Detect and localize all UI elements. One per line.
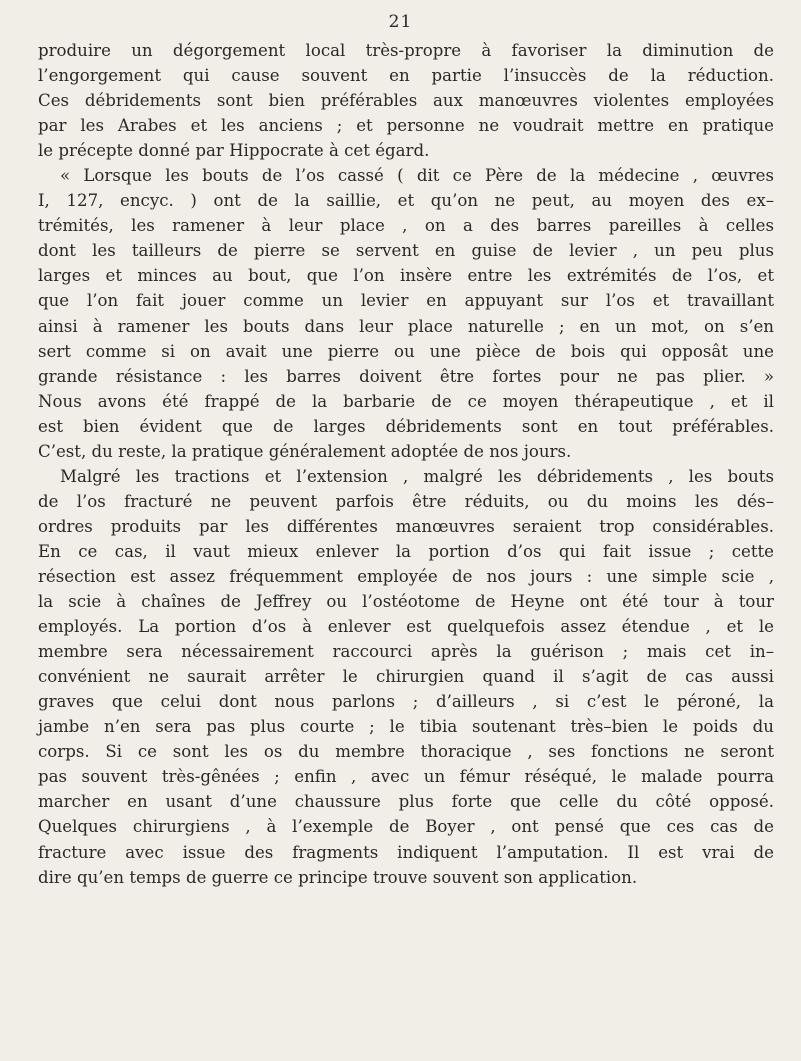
text-line: par les Arabes et les anciens ; et personne ne voudrait mettre en pratique — [38, 116, 774, 136]
text-line: dont les tailleurs de pierre se servent en guise de levier , un peu plus — [38, 241, 774, 261]
text-line: membre sera nécessairement raccourci après la guérison ; mais cet in– — [38, 642, 774, 662]
text-line: C’est, du reste, la pratique généralement adoptée de nos jours. — [38, 441, 572, 461]
text-line: corps. Si ce sont les os du membre thoracique , ses fonctions ne seront — [38, 742, 774, 762]
text-line: que l’on fait jouer comme un levier en appuyant sur l’os et travaillant — [38, 291, 774, 311]
text-line: fracture avec issue des fragments indiquent l’amputation. Il est vrai de — [38, 842, 774, 862]
text-line: sert comme si on avait une pierre ou une pièce de bois qui opposât une — [38, 341, 774, 361]
text-line: jambe n’en sera pas plus courte ; le tibia soutenant très–bien le poids du — [38, 717, 774, 737]
text-line: larges et minces au bout, que l’on insère entre les extrémités de l’os, et — [38, 266, 774, 286]
page-number: 21 — [388, 12, 413, 32]
text-line: convénient ne saurait arrêter le chirurgien quand il s’agit de cas aussi — [38, 667, 774, 687]
text-line: dire qu’en temps de guerre ce principe trouve souvent son application. — [38, 867, 638, 887]
text-line: Quelques chirurgiens , à l’exemple de Boyer , ont pensé que ces cas de — [38, 817, 774, 837]
text-line: marcher en usant d’une chaussure plus forte que celle du côté opposé. — [38, 792, 774, 812]
text-line: produire un dégorgement local très-propre à favoriser la diminution de — [38, 41, 774, 60]
text-line: trémités, les ramener à leur place , on a des barres pareilles à celles — [38, 216, 774, 236]
text-line: En ce cas, il vaut mieux enlever la portion d’os qui fait issue ; cette — [38, 541, 774, 561]
text-line: « Lorsque les bouts de l’os cassé ( dit ce Père de la médecine , œuvres — [60, 166, 774, 186]
text-line: Ces débridements sont bien préférables aux manœuvres violentes employées — [38, 91, 774, 111]
text-line: Malgré les tractions et l’extension , malgré les débridements , les bouts — [60, 466, 774, 486]
text-line: résection est assez fréquemment employée de nos jours : une simple scie , — [38, 566, 774, 586]
text-line: employés. La portion d’os à enlever est quelquefois assez étendue , et le — [38, 617, 774, 637]
text-line: ordres produits par les différentes manœuvres seraient trop considérables. — [38, 516, 774, 536]
text-line: graves que celui dont nous parlons ; d’ailleurs , si c’est le péroné, la — [38, 692, 774, 712]
text-line: grande résistance : les barres doivent être fortes pour ne pas plier. » — [38, 366, 774, 386]
text-line: I, 127, encyc. ) ont de la saillie, et qu’on ne peut, au moyen des ex– — [38, 191, 774, 211]
text-line: est bien évident que de larges débridements sont en tout préférables. — [38, 416, 774, 436]
body-text — [38, 38, 774, 890]
text-line: le précepte donné par Hippocrate à cet égard. — [38, 141, 430, 161]
text-line: la scie à chaînes de Jeffrey ou l’ostéotome de Heyne ont été tour à tour — [38, 592, 774, 612]
text-line: l’engorgement qui cause souvent en partie l’insuccès de la réduction. — [38, 66, 774, 86]
text-line: de l’os fracturé ne peuvent parfois être réduits, ou du moins les dés– — [38, 491, 774, 511]
text-line: Nous avons été frappé de la barbarie de ce moyen thérapeutique , et il — [38, 391, 774, 411]
text-line: pas souvent très-gênées ; enfin , avec un fémur réséqué, le malade pourra — [38, 767, 774, 787]
text-line: ainsi à ramener les bouts dans leur place naturelle ; en un mot, on s’en — [38, 316, 774, 336]
